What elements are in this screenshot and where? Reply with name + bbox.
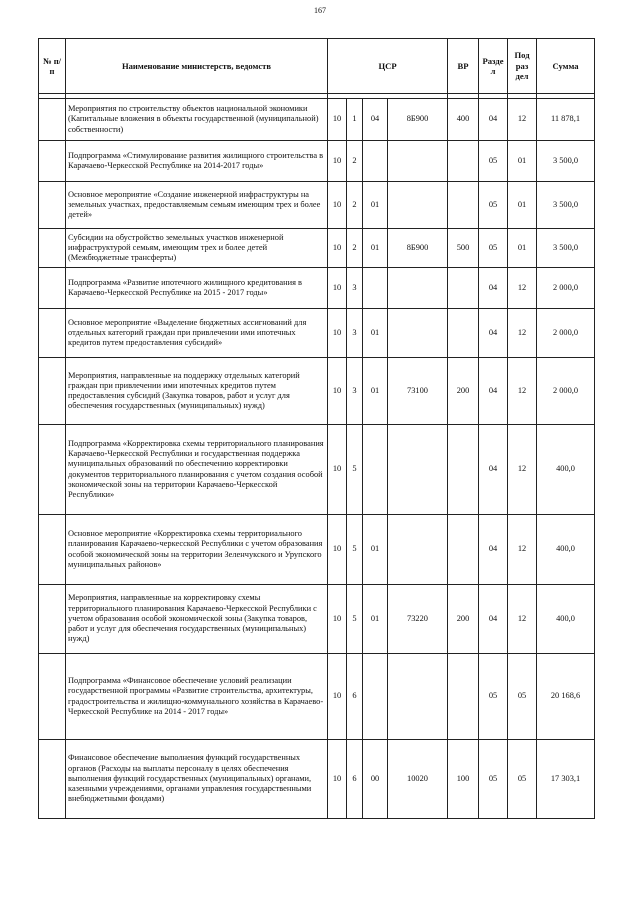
header-podrazdel: Под раз дел <box>508 39 537 94</box>
podrazdel-code: 12 <box>508 358 537 425</box>
vr-code: 200 <box>448 358 479 425</box>
csr-event: 01 <box>363 585 388 654</box>
table-row <box>39 99 595 141</box>
razdel-code: 05 <box>479 182 508 229</box>
csr-subprogram: 3 <box>347 268 363 309</box>
csr-subprogram: 6 <box>347 654 363 740</box>
vr-code: 100 <box>448 740 479 819</box>
sum-value: 3 500,0 <box>537 141 595 182</box>
podrazdel-code: 05 <box>508 654 537 740</box>
csr-program: 10 <box>328 358 347 425</box>
row-name: Подпрограмма «Стимулирование развития жилищного строительства в Карачаево-Черкесской Республике на 2014-2017 годы» <box>66 141 328 182</box>
sum-value: 3 500,0 <box>537 229 595 268</box>
csr-program: 10 <box>328 425 347 515</box>
csr-direction <box>388 141 448 182</box>
vr-code: 500 <box>448 229 479 268</box>
table-row <box>39 268 595 309</box>
podrazdel-code: 12 <box>508 425 537 515</box>
podrazdel-code: 01 <box>508 141 537 182</box>
csr-program: 10 <box>328 740 347 819</box>
table-row <box>39 585 595 654</box>
table-row <box>39 182 595 229</box>
csr-program: 10 <box>328 515 347 585</box>
csr-subprogram: 2 <box>347 182 363 229</box>
header-vr: ВР <box>448 39 479 94</box>
razdel-code: 05 <box>479 654 508 740</box>
row-number <box>39 425 66 515</box>
razdel-code: 05 <box>479 740 508 819</box>
row-number <box>39 141 66 182</box>
razdel-code: 04 <box>479 425 508 515</box>
csr-program: 10 <box>328 99 347 141</box>
razdel-code: 04 <box>479 585 508 654</box>
row-number <box>39 358 66 425</box>
csr-subprogram: 5 <box>347 515 363 585</box>
razdel-code: 04 <box>479 309 508 358</box>
sum-value: 400,0 <box>537 585 595 654</box>
razdel-code: 04 <box>479 99 508 141</box>
csr-program: 10 <box>328 268 347 309</box>
row-number <box>39 99 66 141</box>
csr-direction: 10020 <box>388 740 448 819</box>
csr-program: 10 <box>328 182 347 229</box>
csr-direction <box>388 268 448 309</box>
header-num: № п/п <box>39 39 66 94</box>
table-row <box>39 358 595 425</box>
vr-code <box>448 141 479 182</box>
csr-subprogram: 1 <box>347 99 363 141</box>
razdel-code: 05 <box>479 229 508 268</box>
csr-event <box>363 654 388 740</box>
csr-direction <box>388 515 448 585</box>
csr-event <box>363 425 388 515</box>
table-row <box>39 740 595 819</box>
vr-code <box>448 425 479 515</box>
csr-program: 10 <box>328 309 347 358</box>
csr-event: 00 <box>363 740 388 819</box>
sum-value: 20 168,6 <box>537 654 595 740</box>
csr-subprogram: 6 <box>347 740 363 819</box>
csr-event: 01 <box>363 515 388 585</box>
vr-code <box>448 182 479 229</box>
sum-value: 400,0 <box>537 425 595 515</box>
row-number <box>39 229 66 268</box>
row-number <box>39 740 66 819</box>
row-number <box>39 182 66 229</box>
csr-program: 10 <box>328 229 347 268</box>
table-row <box>39 425 595 515</box>
table-row <box>39 309 595 358</box>
csr-direction <box>388 309 448 358</box>
podrazdel-code: 12 <box>508 585 537 654</box>
sum-value: 400,0 <box>537 515 595 585</box>
csr-event: 01 <box>363 309 388 358</box>
header-razdel: Разде л <box>479 39 508 94</box>
row-name: Основное мероприятие «Создание инженерной инфраструктуры на земельных участках, предоставляемым семьям имеющим трех и более детей» <box>66 182 328 229</box>
vr-code <box>448 654 479 740</box>
podrazdel-code: 12 <box>508 515 537 585</box>
csr-event <box>363 141 388 182</box>
row-number <box>39 515 66 585</box>
csr-direction: 73220 <box>388 585 448 654</box>
csr-event: 01 <box>363 229 388 268</box>
razdel-code: 04 <box>479 358 508 425</box>
razdel-code: 04 <box>479 268 508 309</box>
razdel-code: 04 <box>479 515 508 585</box>
page-number: 167 <box>314 6 326 15</box>
podrazdel-code: 01 <box>508 229 537 268</box>
table-row <box>39 229 595 268</box>
podrazdel-code: 05 <box>508 740 537 819</box>
sum-value: 3 500,0 <box>537 182 595 229</box>
vr-code <box>448 268 479 309</box>
csr-subprogram: 5 <box>347 425 363 515</box>
budget-table <box>38 38 595 819</box>
header-sum: Сумма <box>537 39 595 94</box>
csr-direction <box>388 654 448 740</box>
podrazdel-code: 12 <box>508 99 537 141</box>
sum-value: 11 878,1 <box>537 99 595 141</box>
table-row <box>39 515 595 585</box>
row-name: Подпрограмма «Финансовое обеспечение условий реализации государственной программы «Развитие строительства, архитектуры, градостроительства и жилищно-коммунального хозяйства в Карачаево-Черкесской Республике на 2014 - 2017 годы» <box>66 654 328 740</box>
csr-direction: 73100 <box>388 358 448 425</box>
csr-event: 01 <box>363 358 388 425</box>
csr-program: 10 <box>328 585 347 654</box>
vr-code: 200 <box>448 585 479 654</box>
sum-value: 2 000,0 <box>537 309 595 358</box>
csr-subprogram: 3 <box>347 309 363 358</box>
csr-subprogram: 3 <box>347 358 363 425</box>
csr-program: 10 <box>328 654 347 740</box>
podrazdel-code: 12 <box>508 309 537 358</box>
csr-subprogram: 5 <box>347 585 363 654</box>
row-name: Мероприятия по строительству объектов национальной экономики (Капитальные вложения в объекты государственной (муниципальной) собственности) <box>66 99 328 141</box>
vr-code <box>448 309 479 358</box>
csr-event: 04 <box>363 99 388 141</box>
header-csr: ЦСР <box>328 39 448 94</box>
csr-event: 01 <box>363 182 388 229</box>
table-row <box>39 141 595 182</box>
table-header-row <box>39 39 595 94</box>
csr-direction: 8Б900 <box>388 99 448 141</box>
csr-event <box>363 268 388 309</box>
sum-value: 17 303,1 <box>537 740 595 819</box>
row-name: Подпрограмма «Корректировка схемы территориального планирования Карачаево-Черкесской Республики и государственная поддержка муниципальных образований по обеспечению корректировки документов территориального планирования с учетом создания особой экономической зоны на территории Карачаево-Черкесской Республики» <box>66 425 328 515</box>
row-name: Финансовое обеспечение выполнения функций государственных органов (Расходы на выплаты персоналу в целях обеспечения выполнения функций государственных (муниципальных) органами, казенными учреждениями, органами управления государственными внебюджетными фондами) <box>66 740 328 819</box>
csr-program: 10 <box>328 141 347 182</box>
row-name: Основное мероприятие «Выделение бюджетных ассигнований для отдельных категорий граждан при привлечении ими ипотечных кредитов путем предоставления субсидий» <box>66 309 328 358</box>
row-name: Основное мероприятие «Корректировка схемы территориального планирования Карачаево-черкесской Республики с учетом образования особой экономической зоны на территории Зеленчукского и Урупского муниципальных районов» <box>66 515 328 585</box>
csr-direction <box>388 425 448 515</box>
row-name: Подпрограмма «Развитие ипотечного жилищного кредитования в Карачаево-Черкесской Республике на 2015 - 2017 годы» <box>66 268 328 309</box>
csr-subprogram: 2 <box>347 229 363 268</box>
csr-direction: 8Б900 <box>388 229 448 268</box>
header-name: Наименование министерств, ведомств <box>66 39 328 94</box>
row-number <box>39 268 66 309</box>
csr-subprogram: 2 <box>347 141 363 182</box>
sum-value: 2 000,0 <box>537 268 595 309</box>
vr-code <box>448 515 479 585</box>
row-name: Мероприятия, направленные на корректировку схемы территориального планирования Карачаево-Черкесской Республики с учетом образования особой экономической зоны (Закупка товаров, работ и услуг для обеспечения государственных (муниципальных) нужд) <box>66 585 328 654</box>
row-number <box>39 654 66 740</box>
row-number <box>39 309 66 358</box>
row-name: Мероприятия, направленные на поддержку отдельных категорий граждан при привлечении ими ипотечных кредитов путем предоставления субсидий (Закупка товаров, работ и услуг для обеспечения государственных (муниципальных) нужд) <box>66 358 328 425</box>
vr-code: 400 <box>448 99 479 141</box>
podrazdel-code: 01 <box>508 182 537 229</box>
razdel-code: 05 <box>479 141 508 182</box>
podrazdel-code: 12 <box>508 268 537 309</box>
table-row <box>39 654 595 740</box>
row-number <box>39 585 66 654</box>
row-name: Субсидии на обустройство земельных участков инженерной инфраструктурой семьям, имеющим трех и более детей (Межбюджетные трансферты) <box>66 229 328 268</box>
csr-direction <box>388 182 448 229</box>
sum-value: 2 000,0 <box>537 358 595 425</box>
